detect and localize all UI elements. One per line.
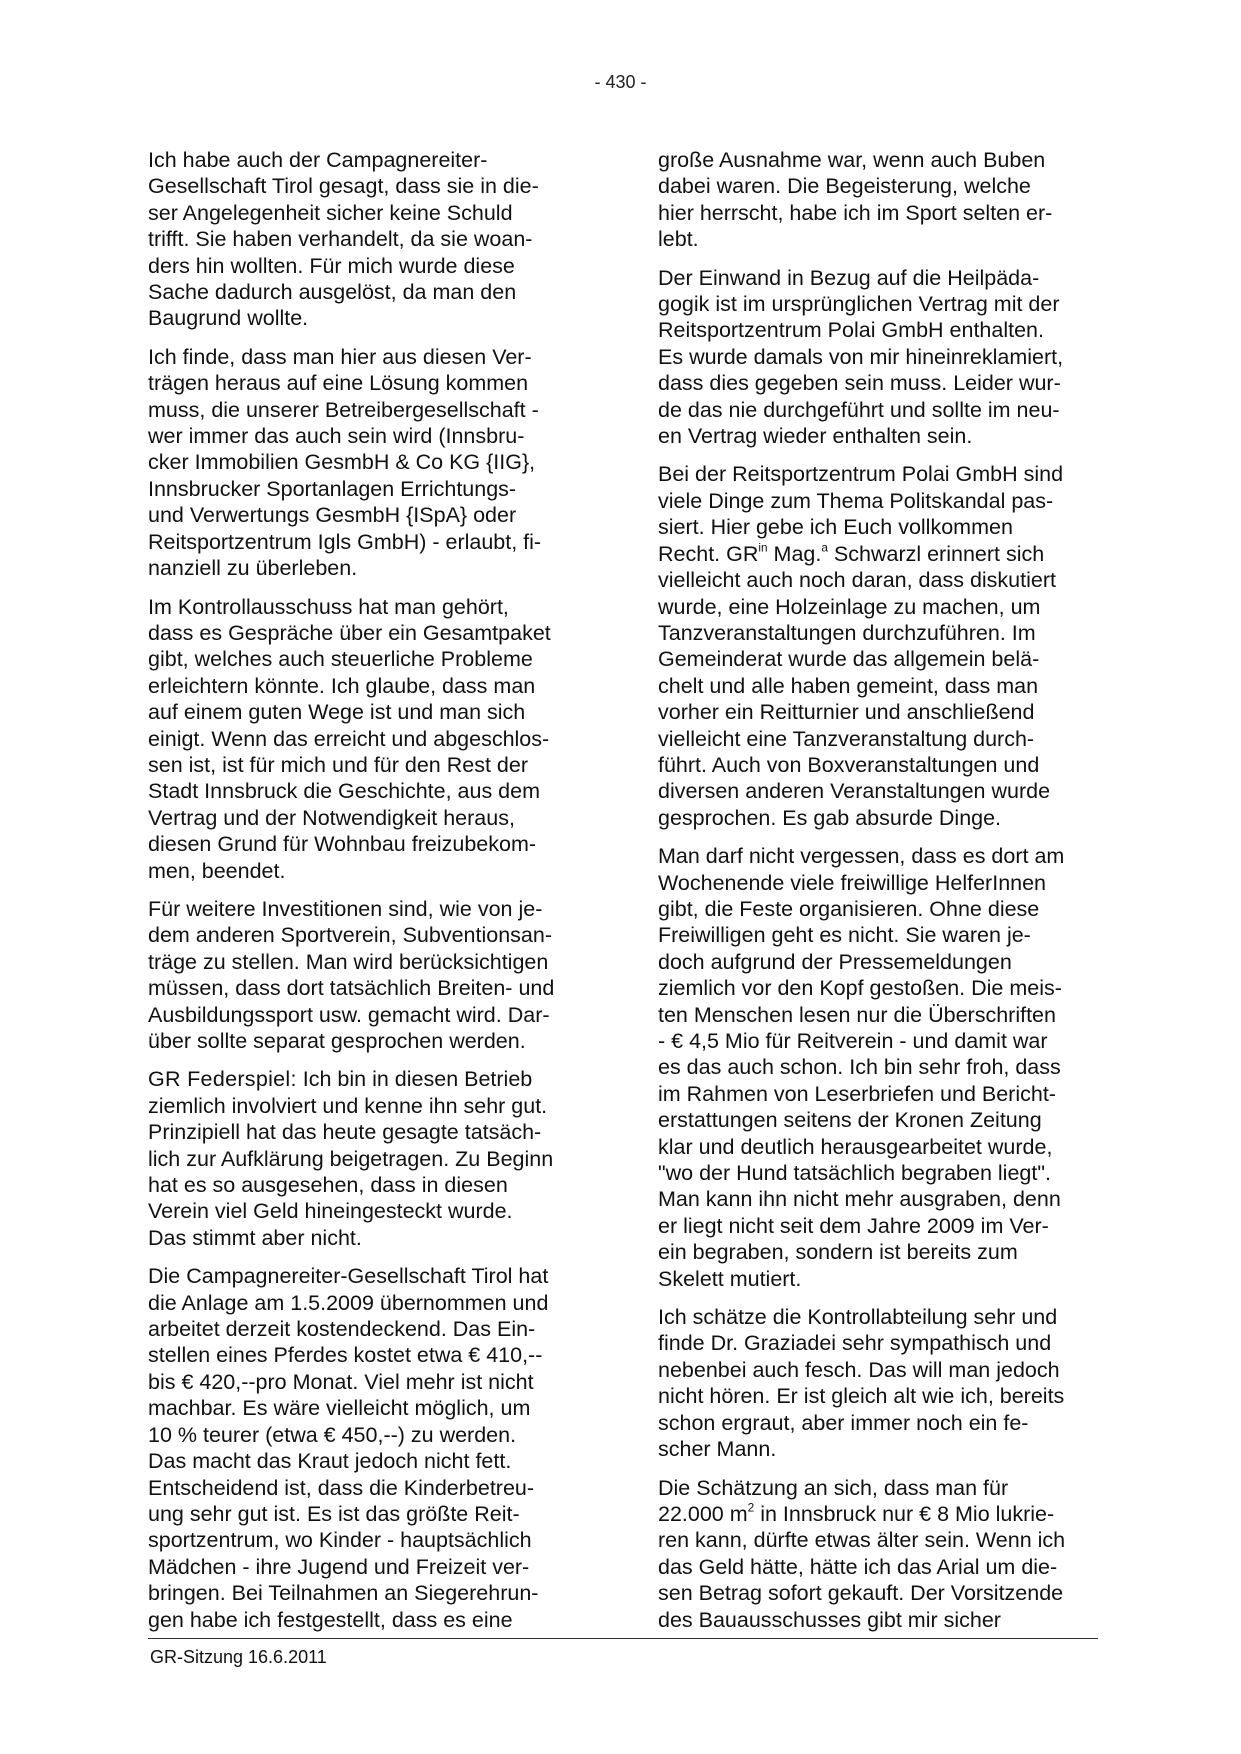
paragraph: Ich habe auch der Campagnereiter- Gesellschaft Tirol gesagt, dass sie in die- ser Angelegenheit sicher keine Schuld trifft. Sie haben verhandelt, da sie woan- ders hin wollten. Für mich wurde diese Sache dadurch ausgelöst, da man den Baugrund wollte. <box>148 148 539 331</box>
paragraph: Im Kontrollausschuss hat man gehört, dass es Gespräche über ein Gesamtpaket gibt, welches auch steuerliche Probleme erleichtern könnte. Ich glaube, dass man auf einem guten Wege ist und man sich einigt. Wenn das erreicht und abgeschlos- sen ist, ist für mich und für den Rest der Stadt Innsbruck die Geschichte, aus dem Vertrag und der Notwendigkeit heraus, diesen Grund für Wohnbau freizubekom- men, beendet. <box>148 594 551 883</box>
page-number: - 430 - <box>594 72 647 92</box>
paragraph: Für weitere Investitionen sind, wie von je- dem anderen Sportverein, Subventionsan- träge zu stellen. Man wird berücksichtigen müssen, dass dort tatsächlich Breiten- und Ausbildungssport usw. gemacht wird. Dar- über sollte separat gesprochen werden. <box>148 896 555 1053</box>
footer-session-date: GR-Sitzung 16.6.2011 <box>150 1647 327 1667</box>
speaker-name: GR Federspiel: <box>148 1067 297 1092</box>
paragraph: Die Campagnereiter-Gesellschaft Tirol hat die Anlage am 1.5.2009 übernommen und arbeitet derzeit kostendeckend. Das Ein- stellen eines Pferdes kostet etwa € 410,-- bis € 420,--pro Monat. Viel mehr ist nicht machbar. Es wäre vielleicht möglich, um 10 % teurer (etwa € 450,--) zu werden. Das macht das Kraut jedoch nicht fett. Entscheidend ist, dass die Kinderbetreu- ung sehr gut ist. Es ist das größte Reit- sportzentrum, wo Kinder - hauptsächlich Mädchen - ihre Jugend und Freizeit ver- bringen. Bei Teilnahmen an Siegerehrun- gen habe ich festgestellt, dass es eine <box>148 1264 549 1632</box>
footer-divider <box>148 1638 1098 1639</box>
speaker-paragraph: GR Federspiel: Ich bin in diesen Betrieb ziemlich involviert und kenne ihn sehr gut. Prinzipiell hat das heute gesagte tatsäch- lich zur Aufklärung beigetragen. Zu Beginn hat es so ausgesehen, dass in diesen Verein viel Geld hineingesteckt wurde. Das stimmt aber nicht. <box>148 1067 554 1250</box>
paragraph: Ich finde, dass man hier aus diesen Ver- trägen heraus auf eine Lösung kommen muss, die unserer Betreibergesellschaft - wer immer das auch sein wird (Innsbru- cker Immobilien GesmbH & Co KG {IIG}, Innsbrucker Sportanlagen Errichtungs- und Verwertungs GesmbH {ISpA} oder Reitsportzentrum Igls GmbH) - erlaubt, fi- nanziell zu überleben. <box>148 344 542 581</box>
paragraph: Ich schätze die Kontrollabteilung sehr und finde Dr. Graziadei sehr sympathisch und nebenbei auch fesch. Das will man jedoch nicht hören. Er ist gleich alt wie ich, bereits schon ergraut, aber immer noch ein fe- scher Mann. <box>658 1305 1065 1462</box>
right-column <box>658 147 1096 1645</box>
paragraph: Die Schätzung an sich, dass man für 22.000 $m^2$ in Innsbruck nur € 8 Mio lukrie- ren kann, dürfte etwas älter sein. Wenn ich das Geld hätte, hätte ich das Arial um die- sen Betrag sofort gekauft. Der Vorsitzende des Bauausschusses gibt mir sicher <box>658 1475 1096 1633</box>
paragraph: große Ausnahme war, wenn auch Buben dabei waren. Die Begeisterung, welche hier herrscht, habe ich im Sport selten er- lebt. <box>658 148 1053 252</box>
left-column <box>148 147 586 1645</box>
paragraph: Der Einwand in Bezug auf die Heilpäda- gogik ist im ursprünglichen Vertrag mit der Reitsportzentrum Polai GmbH enthalten. Es wurde damals von mir hineinreklamiert, dass dies gegeben sein muss. Leider wur- de das nie durchgeführt und sollte im neu- en Vertrag wieder enthalten sein. <box>658 265 1064 449</box>
paragraph: Bei der Reitsportzentrum Polai GmbH sind viele Dinge zum Thema Politskandal pas- siert. Hier gebe ich Euch vollkommen Recht. $GR^{in}$ Mag.$^a$ Schwarzl erinnert sich vielleicht auch noch daran, dass diskutiert wurde, eine Holzeinlage zu machen, um Tanzveranstaltungen durchzuführen. Im Gemeinderat wurde das allgemein belä- chelt und alle haben gemeint, dass man vorher ein Reitturnier und anschließend vielleicht eine Tanzveranstaltung durch- führt. Auch von Boxveranstaltungen und diversen anderen Veranstaltungen wurde gesprochen. Es gab absurde Dinge. <box>658 461 1096 831</box>
line-with-superscripts: Recht. $GR^{in}$ Mag.$^a$ Schwarzl erinnert sich <box>658 540 1045 566</box>
paragraph: Man darf nicht vergessen, dass es dort am Wochenende viele freiwillige HelferInnen gibt, die Feste organisieren. Ohne diese Freiwilligen geht es nicht. Sie waren je- doch aufgrund der Pressemeldungen ziemlich vor den Kopf gestoßen. Die meis- ten Menschen lesen nur die Überschriften - € 4,5 Mio für Reitverein - und damit war es das auch schon. Ich bin sehr froh, dass im Rahmen von Leserbriefen und Bericht- erstattungen seitens der Kronen Zeitung klar und deutlich herausgearbeitet wurde, "wo der Hund tatsächlich begraben liegt". Man kann ihn nicht mehr ausgraben, denn er liegt nicht seit dem Jahre 2009 im Ver- ein begraben, sondern ist bereits zum Skelett mutiert. <box>658 844 1065 1291</box>
line-with-superscript: 22.000 $m^2$ in Innsbruck nur € 8 Mio lukrie- <box>658 1500 1055 1526</box>
